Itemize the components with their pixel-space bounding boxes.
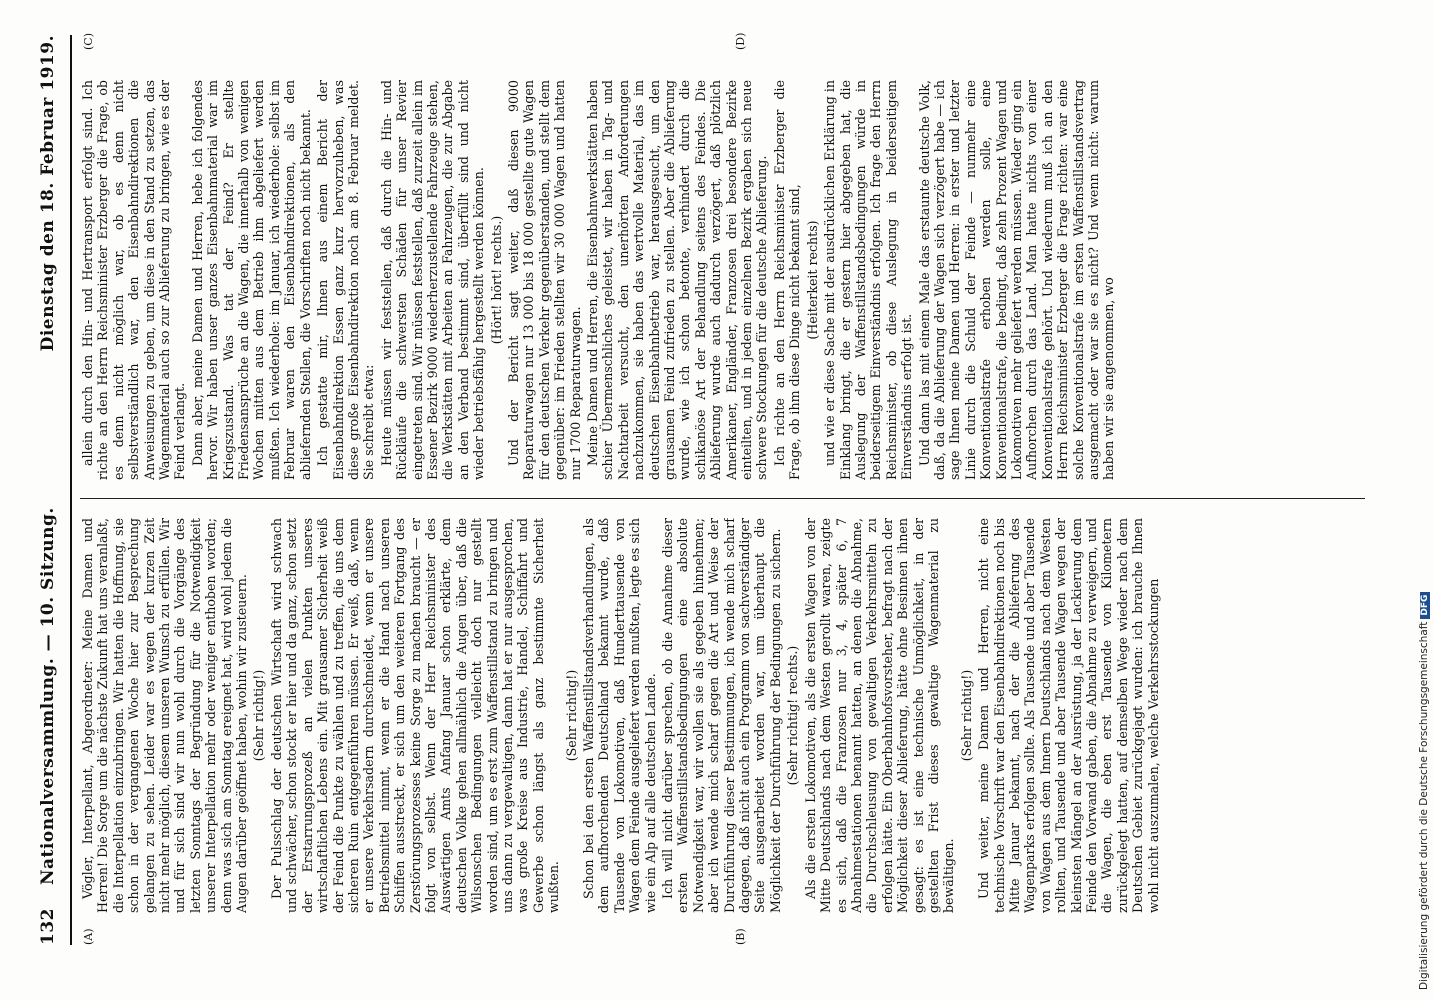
paragraph: Als die ersten Lokomotiven, als die ersten Wagen von der Mitte Deutschlands nach dem Westen gerollt waren, zeigte es sich, daß die Franzosen nur 3, 4, später 6, 7 Abnahmestationen benannt hatten, an denen die Abnahme, die Durchschleusung von gewaltigen Verkehrsmitteln zu erfolgen hätte. Ein Oberbahnhofsvorsteher, befragt nach der Möglichkeit dieser Ablieferung, hätte ohne Besinnen ihnen gesagt: es ist eine technische Unmöglichkeit, in der gestellten Frist dieses gewaltige Wagenmaterial zu bewältigen. xyxy=(802,518,957,913)
header-rule xyxy=(70,35,72,945)
paragraph: Ich richte an den Herrn Reichsminister Erzberger die Frage, ob ihm diese Dinge nicht bekannt sind, xyxy=(771,80,803,480)
paragraph: Meine Damen und Herren, die Eisenbahnwerkstätten haben schier Übermenschliches geleistet, wir haben in Tag- und Nachtarbeit versucht, den unerhörten Anforderungen nachzukommen, sie haben das wertvolle Material, das im deutschen Eisenbahnbetrieb war, herausgesucht, um den grausamen Feind zufrieden zu stellen. Aber die Ablieferung wurde, wie ich schon betonte, verhindert durch die schikanöse Art der Behandlung seitens des Feindes. Die Ablieferung wurde auch dadurch verzögert, daß plötzlich Amerikaner, Engländer, Franzosen drei besondere Bezirke einteilten, und in jedem einzelnen Bezirk ergaben sich neue schwere Stockungen für die deutsche Ablieferung. xyxy=(585,80,770,480)
dfg-logo: DFG xyxy=(1420,592,1430,619)
caption-text: Digitalisierung gefördert durch die Deutsche Forschungsgemeinschaft xyxy=(1418,621,1430,990)
session-date: Dienstag den 18. Februar 1919. xyxy=(38,35,58,352)
page-number: 132 xyxy=(38,908,58,945)
paragraph: Ich gestatte mir, Ihnen aus einem Bericht der Eisenbahndirektion Essen ganz kurz hervorzuheben, was diese große Eisenbahndirektion noch am 8. Februar meldet. Sie schreibt etwa: xyxy=(315,80,377,480)
column-divider xyxy=(80,498,1365,499)
paragraph: Ich will nicht darüber sprechen, ob die Annahme dieser ersten Waffenstillstandsbedingungen eine absolute Notwendigkeit war, wir wollen sie als gegeben hinnehmen; aber ich wende mich scharf gegen die Art und Weise der Durchführung dieser Bestimmungen, ich wende mich scharf dagegen, daß nicht auch ein Programm von sachverständiger Seite ausgearbeitet worden war, um überhaupt die Möglichkeit der Durchführung der Bedingungen zu sichern. xyxy=(660,518,783,913)
paragraph: Und weiter, meine Damen und Herren, nicht eine technische Vorschrift war den Eisenbahndirektionen noch bis Mitte Januar bekannt, nach der die Ablieferung des Wagenparks erfolgen sollte. Als Tausende und aber Tausende von Wagen aus dem Innern Deutschlands nach dem Westen rollten, und Tausende und aber Tausende Wagen wegen der kleinsten Mängel an der Ausrüstung, ja der Lackierung dem Feinde den Vorwand gaben, die Abnahme zu verweigern, und die Wagen, die eben erst Tausende von Kilometern zurückgelegt hatten, auf demselben Wege wieder nach dem Deutschen Gebiet zurückgejagt wurden: ich brauche Ihnen wohl nicht auszumalen, welche Verkehrsstockungen xyxy=(976,518,1161,913)
paragraph: Schon bei den ersten Waffenstillstandsverhandlungen, als dem aufhorchenden Deutschland bekannt wurde, daß Tausende von Lokomotiven, daß Hunderttausende von Wagen dem Feinde ausgeliefert werden mußten, legte es sich wie ein Alp auf alle deutschen Lande. xyxy=(581,518,658,913)
paragraph: und wie er diese Sache mit der ausdrücklichen Erklärung in Einklang bringt, die er gestern hier abgegeben hat, die Auslegung der Waffenstillstandsbedingungen würde in beiderseitigem Einverständnis erfolgen. Ich frage den Herrn Reichsminister, ob diese Auslegung in beiderseitigem Einverständnis erfolgt ist. xyxy=(822,80,915,480)
paragraph: Heute müssen wir feststellen, daß durch die Hin- und Rückläufe die schwersten Schäden für unser Revier eingetreten sind. Wir müssen feststellen, daß zurzeit allein im Essener Bezirk 9000 wiederherzustellende Fahrzeuge stehen, die Werkstätten mit Arbeiten an Fahrzeugen, die zur Abgabe an den Verband bestimmt sind, überfüllt sind und nicht wieder betriebsfähig hergestellt werden können. xyxy=(378,80,487,480)
interjection: (Sehr richtig!) xyxy=(563,669,579,762)
left-text-column xyxy=(80,518,1365,913)
margin-marker-c: (C) xyxy=(82,33,95,50)
paragraph: Dann aber, meine Damen und Herren, hebe ich folgendes hervor. Wir haben unser ganzes Eisenbahnmaterial war im Kriegszustand. Was tat der Feind? Er stellte Friedensansprüche an die Wagen, die innerhalb von wenigen Wochen mitten aus dem Betrieb ihm abgeliefert werden mußten. Ich wiederhole: im Januar, ich wiederhole: selbst im Februar waren den Eisenbahndirektionen, als den abliefernden Stellen, die Vorschriften noch nicht bekannt. xyxy=(189,80,313,480)
interjection: (Heiterkeit rechts) xyxy=(804,220,820,340)
running-header xyxy=(38,35,66,945)
margin-marker-d: (D) xyxy=(734,32,747,50)
interjection: (Sehr richtig! rechts.) xyxy=(785,645,801,786)
margin-marker-a: (A) xyxy=(82,928,95,945)
interjection: (Sehr richtig!) xyxy=(251,669,267,762)
interjection: (Hört! hört! rechts.) xyxy=(488,215,504,345)
paragraph: Vögler, Interpellant, Abgeordneter: Meine Damen und Herren! Die Sorge um die nächste Zukunft hat uns veranlaßt, die Interpellation einzubringen. Wir hatten die Hoffnung, sie schon in der vergangenen Woche hier zur Besprechung gelangen zu sehen. Leider war es wegen der kurzen Zeit nicht mehr möglich, diesem unseren Wunsch zu erfüllen. Wir und für sich sind wir nun wohl durch die Vorgänge des letzten Sonntags der Begründung für die Notwendigkeit unserer Interpellation mehr oder weniger enthoben worden; denn was sich am Sonntag ereignet hat, wird wohl jedem die Augen darüber geöffnet haben, wohin wir zusteuern. xyxy=(80,518,250,913)
funding-caption xyxy=(1418,592,1430,990)
right-text-column xyxy=(80,80,1365,480)
margin-marker-b: (B) xyxy=(734,928,747,945)
session-title: Nationalversammlung. — 10. Sitzung. xyxy=(38,507,58,885)
paragraph: Der Pulsschlag der deutschen Wirtschaft wird schwach und schwächer, schon stockt er hier und da ganz, schon setzt der Erstarrungsprozeß an vielen Punkten unseres wirtschaftlichen Lebens ein. Mit grausamer Sicherheit weiß der Feind die Punkte zu wählen und zu treffen, die uns dem sicheren Ruin entgegenführen müssen. Er weiß, daß, wenn er unsere Verkehrsadern durchschneidet, wenn er unsere Betriebsmittel nimmt, wenn er die Hand nach unseren Schiffen ausstreckt, er sich um den weiteren Fortgang des Zerstörungsprozesses keine Sorge zu machen braucht — er folgt von selbst. Wenn der Herr Reichsminister des Auswärtigen Amts Anfang Januar schon erklärte, dem deutschen Volke gehen allmählich die Augen über, daß die Wilsonschen Bedingungen vielleicht doch nur gestellt worden sind, um es erst zum Waffenstillstand zu bringen und uns dann zu vergewaltigen, dann hat er nur ausgesprochen, was große Kreise aus Industrie, Handel, Schiffahrt und Gewerbe schon längst als ganz bestimmte Sicherheit wußten. xyxy=(268,518,562,913)
paragraph: Und der Bericht sagt weiter, daß diesen 9000 Reparaturwagen nur 13 000 bis 18 000 gestellte gute Wagen für den deutschen Verkehr gegenüberstanden, und stellt dem gegenüber: im Frieden stellten wir 30 000 Wagen und hatten nur 1700 Reparaturwagen. xyxy=(505,80,583,480)
paragraph: allein durch den Hin- und Hertransport erfolgt sind. Ich richte an den Herrn Reichsminister Erzberger die Frage, ob es denn nicht möglich war, ob es denn nicht selbstverständlich war, den Eisenbahndirektionen die Anweisungen zu geben, um diese in den Stand zu setzen, das Wagenmaterial auch so zur Ablieferung zu bringen, wie es der Feind verlangt. xyxy=(80,80,188,480)
interjection: (Sehr richtig!) xyxy=(958,669,974,762)
paragraph: Und dann las mit einem Male das erstaunte deutsche Volk, daß, da die Ablieferung der Wagen sich verzögert habe — ich sage Ihnen meine Damen und Herren: in erster und letzter Linie durch die Schuld der Feinde — nunmehr eine Konventionalstrafe erhoben werden solle, eine Konventionalstrafe, die bedingt, daß zehn Prozent Wagen und Lokomotiven mehr geliefert werden müssen. Wieder ging ein Aufhorchen durch das Land. Man hatte nichts von einer Konventionalstrafe gehört. Und wiederum muß ich an den Herrn Reichsminister Erzberger die Frage richten: war eine solche Konventionalstrafe im ersten Waffenstillstandsvertrag ausgemacht oder war sie es nicht? Und wenn nicht: warum haben wir sie angenommen, wo xyxy=(916,80,1117,480)
